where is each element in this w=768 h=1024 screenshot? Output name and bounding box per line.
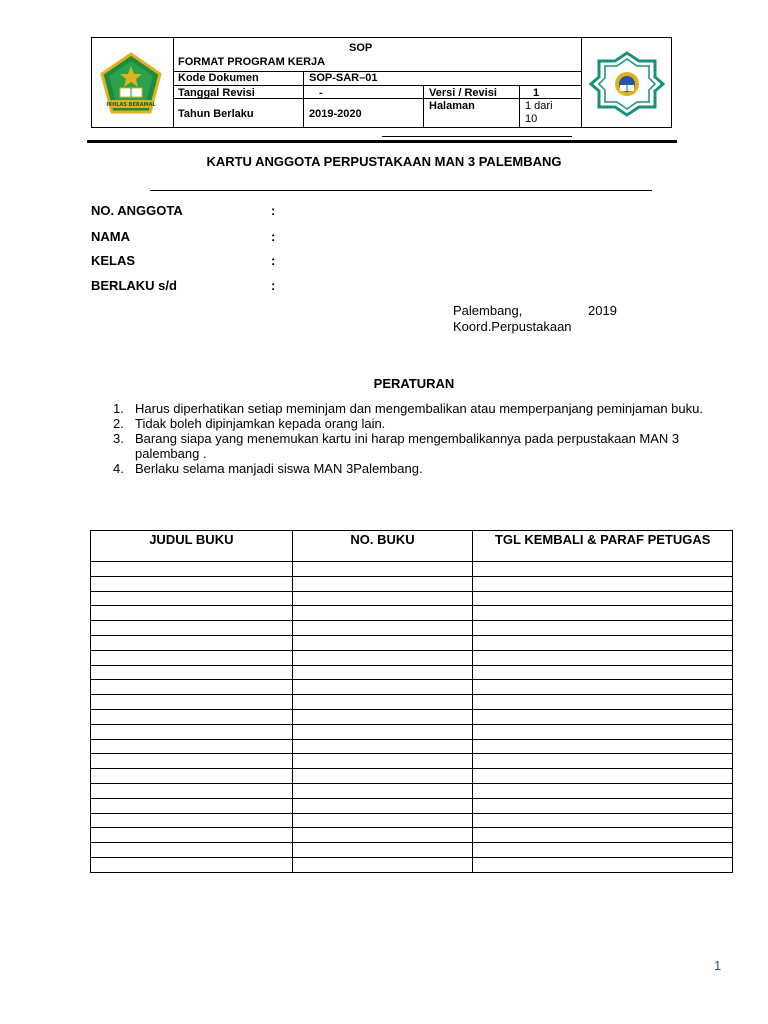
table-cell xyxy=(91,576,293,591)
table-row xyxy=(91,798,733,813)
table-cell xyxy=(91,769,293,784)
header-tanggal-label: Tanggal Revisi xyxy=(178,87,255,99)
madrasah-logo-icon xyxy=(589,51,665,117)
table-cell xyxy=(292,724,473,739)
table-cell xyxy=(473,769,733,784)
header-divider xyxy=(581,38,582,127)
table-row xyxy=(91,739,733,754)
table-row xyxy=(91,695,733,710)
rule-text: Barang siapa yang menemukan kartu ini harap mengembalikannya pada perpustakaan MAN 3 palembang . xyxy=(135,431,680,461)
table-row xyxy=(91,783,733,798)
table-cell xyxy=(91,635,293,650)
signature-year: 2019 xyxy=(588,303,617,318)
rules-list xyxy=(113,401,723,476)
table-cell xyxy=(91,650,293,665)
header-tahun-label: Tahun Berlaku xyxy=(178,108,254,120)
table-cell xyxy=(473,828,733,843)
table-cell xyxy=(292,680,473,695)
header-kode-value: SOP-SAR–01 xyxy=(309,72,378,84)
rule-text: Berlaku selama manjadi siswa MAN 3Palembang. xyxy=(135,461,423,476)
table-cell xyxy=(473,650,733,665)
table-cell xyxy=(292,562,473,577)
table-row xyxy=(91,857,733,872)
loan-table xyxy=(90,530,733,873)
table-cell xyxy=(473,813,733,828)
page-number: 1 xyxy=(714,958,722,973)
table-cell xyxy=(473,576,733,591)
header-halaman-value xyxy=(525,100,553,126)
header-underline-thick xyxy=(87,140,677,143)
table-cell xyxy=(292,754,473,769)
table-cell xyxy=(292,621,473,636)
header-tanggal-value: - xyxy=(319,87,323,99)
table-cell xyxy=(91,739,293,754)
table-cell xyxy=(292,709,473,724)
table-cell xyxy=(473,695,733,710)
column-header-judul-buku: JUDUL BUKU xyxy=(91,531,293,562)
table-cell xyxy=(91,754,293,769)
table-cell xyxy=(473,665,733,680)
page-title: KARTU ANGGOTA PERPUSTAKAAN MAN 3 PALEMBANG xyxy=(206,154,562,169)
table-row xyxy=(91,680,733,695)
field-kelas-label: KELAS xyxy=(91,253,136,268)
rule-number: 3. xyxy=(113,431,124,446)
table-cell xyxy=(91,857,293,872)
table-cell xyxy=(91,709,293,724)
table-cell xyxy=(473,680,733,695)
table-row xyxy=(91,754,733,769)
header-divider xyxy=(173,38,174,127)
header-halaman-label: Halaman xyxy=(429,100,475,112)
table-cell xyxy=(91,798,293,813)
table-cell xyxy=(473,709,733,724)
table-cell xyxy=(292,813,473,828)
table-row xyxy=(91,724,733,739)
table-cell xyxy=(473,606,733,621)
signature-place: Palembang, xyxy=(453,303,523,318)
table-cell xyxy=(292,635,473,650)
table-cell xyxy=(292,857,473,872)
table-body xyxy=(91,562,733,873)
table-cell xyxy=(473,739,733,754)
title-rule xyxy=(150,190,652,191)
table-cell xyxy=(292,843,473,858)
rule-number: 4. xyxy=(113,461,124,476)
table-cell xyxy=(473,783,733,798)
rule-item xyxy=(113,416,723,431)
column-header-tgl-kembali: TGL KEMBALI & PARAF PETUGAS xyxy=(473,531,733,562)
table-row xyxy=(91,769,733,784)
table-row xyxy=(91,843,733,858)
table-cell xyxy=(292,798,473,813)
table-cell xyxy=(91,783,293,798)
header-divider xyxy=(423,85,424,127)
table-cell xyxy=(292,650,473,665)
field-berlaku-colon: : xyxy=(271,278,276,293)
logo-left-text: IKHLAS BERAMAL xyxy=(106,102,156,108)
field-no-anggota-label: NO. ANGGOTA xyxy=(91,203,183,218)
table-cell xyxy=(473,621,733,636)
field-berlaku-label: BERLAKU s/d xyxy=(91,278,177,293)
halaman-line1: 1 dari xyxy=(525,100,553,112)
table-row xyxy=(91,709,733,724)
table-cell xyxy=(292,769,473,784)
header-program: FORMAT PROGRAM KERJA xyxy=(178,56,326,68)
table-cell xyxy=(473,724,733,739)
table-cell xyxy=(473,754,733,769)
field-nama-colon: : xyxy=(271,229,276,244)
table-cell xyxy=(473,798,733,813)
table-row xyxy=(91,665,733,680)
ministry-logo-icon xyxy=(98,52,164,116)
table-cell xyxy=(91,843,293,858)
header-sop: SOP xyxy=(349,42,373,54)
header-versi-value: 1 xyxy=(533,87,540,99)
table-row xyxy=(91,606,733,621)
field-nama-label: NAMA xyxy=(91,229,130,244)
table-cell xyxy=(473,857,733,872)
header-divider xyxy=(519,85,520,127)
header-divider xyxy=(303,71,304,127)
table-row xyxy=(91,576,733,591)
table-row xyxy=(91,591,733,606)
header-kode-label: Kode Dokumen xyxy=(178,72,259,84)
header-underline-thin xyxy=(382,136,572,137)
signature-role: Koord.Perpustakaan xyxy=(453,319,572,334)
table-row xyxy=(91,562,733,577)
table-cell xyxy=(91,621,293,636)
field-kelas-colon: : xyxy=(271,253,276,268)
table-cell xyxy=(91,591,293,606)
rule-number: 1. xyxy=(113,401,124,416)
table-cell xyxy=(292,739,473,754)
table-cell xyxy=(91,562,293,577)
table-cell xyxy=(91,828,293,843)
rule-item xyxy=(113,401,723,416)
table-cell xyxy=(473,562,733,577)
table-cell xyxy=(91,606,293,621)
table-row xyxy=(91,813,733,828)
table-cell xyxy=(292,695,473,710)
table-cell xyxy=(292,606,473,621)
table-row xyxy=(91,650,733,665)
table-cell xyxy=(473,635,733,650)
table-cell xyxy=(91,665,293,680)
table-row xyxy=(91,621,733,636)
table-cell xyxy=(473,591,733,606)
column-header-no-buku: NO. BUKU xyxy=(292,531,473,562)
field-no-anggota-colon: : xyxy=(271,203,276,218)
table-cell xyxy=(91,680,293,695)
table-header-row xyxy=(91,531,733,562)
rule-item xyxy=(113,431,723,461)
rules-title: PERATURAN xyxy=(373,376,455,391)
table-cell xyxy=(91,695,293,710)
table-cell xyxy=(292,665,473,680)
table-cell xyxy=(91,813,293,828)
table-cell xyxy=(292,828,473,843)
table-row xyxy=(91,828,733,843)
rule-text: Harus diperhatikan setiap meminjam dan mengembalikan atau memperpanjang peminjaman buku. xyxy=(135,401,703,416)
rule-text: Tidak boleh dipinjamkan kepada orang lain. xyxy=(135,416,386,431)
header-versi-label: Versi / Revisi xyxy=(429,87,497,99)
halaman-line2: 10 xyxy=(525,113,538,125)
header-tahun-value: 2019-2020 xyxy=(309,108,362,120)
document-header xyxy=(91,37,672,128)
table-row xyxy=(91,635,733,650)
table-cell xyxy=(91,724,293,739)
rule-item xyxy=(113,461,723,476)
rule-number: 2. xyxy=(113,416,124,431)
table-cell xyxy=(292,591,473,606)
table-cell xyxy=(292,783,473,798)
table-cell xyxy=(292,576,473,591)
table-cell xyxy=(473,843,733,858)
